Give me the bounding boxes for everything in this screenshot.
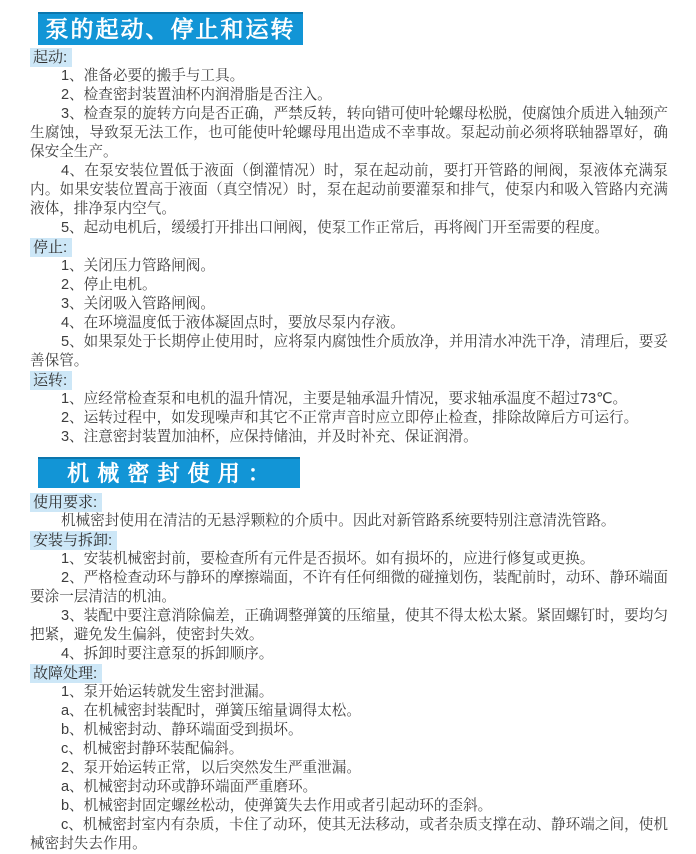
list-item: 2、检查密封装置油杯内润滑脂是否注入。 xyxy=(60,87,332,103)
list-item: 机械密封使用在清洁的无悬浮颗粒的介质中。因此对新管路系统要特别注意清洗管路。 xyxy=(60,513,616,529)
label-install-remove xyxy=(30,531,668,550)
list-item: 2、严格检查动环与静环的摩擦端面，不许有任何细微的碰撞划伤，装配前时，动环、静环端面要涂一层清洁的机油。 xyxy=(30,570,668,605)
list-item: a、机械密封动环或静环端面严重磨环。 xyxy=(60,779,318,795)
label-operation xyxy=(30,371,668,390)
list-item: 3、检查泵的旋转方向是否正确，严禁反转，转向错可使叶轮螺母松脱，使腐蚀介质进入轴颈产生腐蚀，导致泵无法工作，也可能使叶轮螺母甩出造成不幸事故。泵起动前必须将联轴器罩好，确保安全生产。 xyxy=(30,106,668,160)
label-install-remove-text: 安装与拆卸: xyxy=(30,531,117,550)
label-usage-requirements-text: 使用要求: xyxy=(30,493,102,512)
list-item: 2、泵开始运转正常，以后突然发生严重泄漏。 xyxy=(60,760,361,776)
list-item: 1、安装机械密封前，要检查所有元件是否损坏。如有损坏的，应进行修复或更换。 xyxy=(60,551,595,567)
label-troubleshooting-text: 故障处理: xyxy=(30,664,102,683)
list-item: 4、在泵安装位置低于液面（倒灌情况）时，泵在起动前，要打开管路的闸阀，泵液体充满泵内。如果安装位置高于液面（真空情况）时，泵在起动前要灌泵和排气，使泵内和吸入管路内充满液体，排净泵内空气。 xyxy=(30,163,668,217)
list-item: 3、关闭吸入管路闸阀。 xyxy=(60,296,215,312)
list-item: c、机械密封静环装配偏斜。 xyxy=(60,741,244,757)
section-banner-mechanical-seal: 机 械 密 封 使 用 ： xyxy=(38,457,300,488)
label-start-text: 起动: xyxy=(30,48,72,67)
label-stop-text: 停止: xyxy=(30,238,72,257)
label-start xyxy=(30,48,668,67)
list-item: 5、起动电机后，缓缓打开排出口闸阀，使泵工作正常后，再将阀门开至需要的程度。 xyxy=(60,220,610,236)
list-item: 1、应经常检查泵和电机的温升情况，主要是轴承温升情况，要求轴承温度不超过73℃。 xyxy=(60,391,628,407)
label-troubleshooting xyxy=(30,664,668,683)
label-usage-requirements xyxy=(30,493,668,512)
list-item: 4、在环境温度低于液体凝固点时，要放尽泵内存液。 xyxy=(60,315,405,331)
list-item: b、机械密封固定螺丝松动，使弹簧失去作用或者引起动环的歪斜。 xyxy=(60,798,493,814)
list-item: 3、注意密封装置加油杯，应保持储油，并及时补充、保证润滑。 xyxy=(60,429,478,445)
label-stop xyxy=(30,238,668,257)
list-item: c、机械密封室内有杂质，卡住了动环，使其无法移动，或者杂质支撑在动、静环端之间，使机械密封失去作用。 xyxy=(30,817,668,852)
list-item: b、机械密封动、静环端面受到损坏。 xyxy=(60,722,303,738)
section-banner-pump-operation: 泵的起动、停止和运转 xyxy=(38,12,303,45)
list-item: a、在机械密封装配时，弹簧压缩量调得太松。 xyxy=(60,703,361,719)
list-item: 4、拆卸时要注意泵的拆卸顺序。 xyxy=(60,646,274,662)
list-item: 2、停止电机。 xyxy=(60,277,157,293)
list-item: 5、如果泵处于长期停止使用时，应将泵内腐蚀性介质放净，并用清水冲洗干净，清理后，要妥善保管。 xyxy=(30,334,668,369)
list-item: 1、关闭压力管路闸阀。 xyxy=(60,258,215,274)
list-item: 2、运转过程中，如发现噪声和其它不正常声音时应立即停止检查，排除故障后方可运行。 xyxy=(60,410,639,426)
list-item: 1、泵开始运转就发生密封泄漏。 xyxy=(60,684,274,700)
list-item: 3、装配中要注意消除偏差，正确调整弹簧的压缩量，使其不得太松太紧。紧固螺钉时，要均匀把紧，避免发生偏斜，使密封失效。 xyxy=(30,608,668,643)
label-operation-text: 运转: xyxy=(30,371,72,390)
list-item: 1、准备必要的搬手与工具。 xyxy=(60,68,245,84)
